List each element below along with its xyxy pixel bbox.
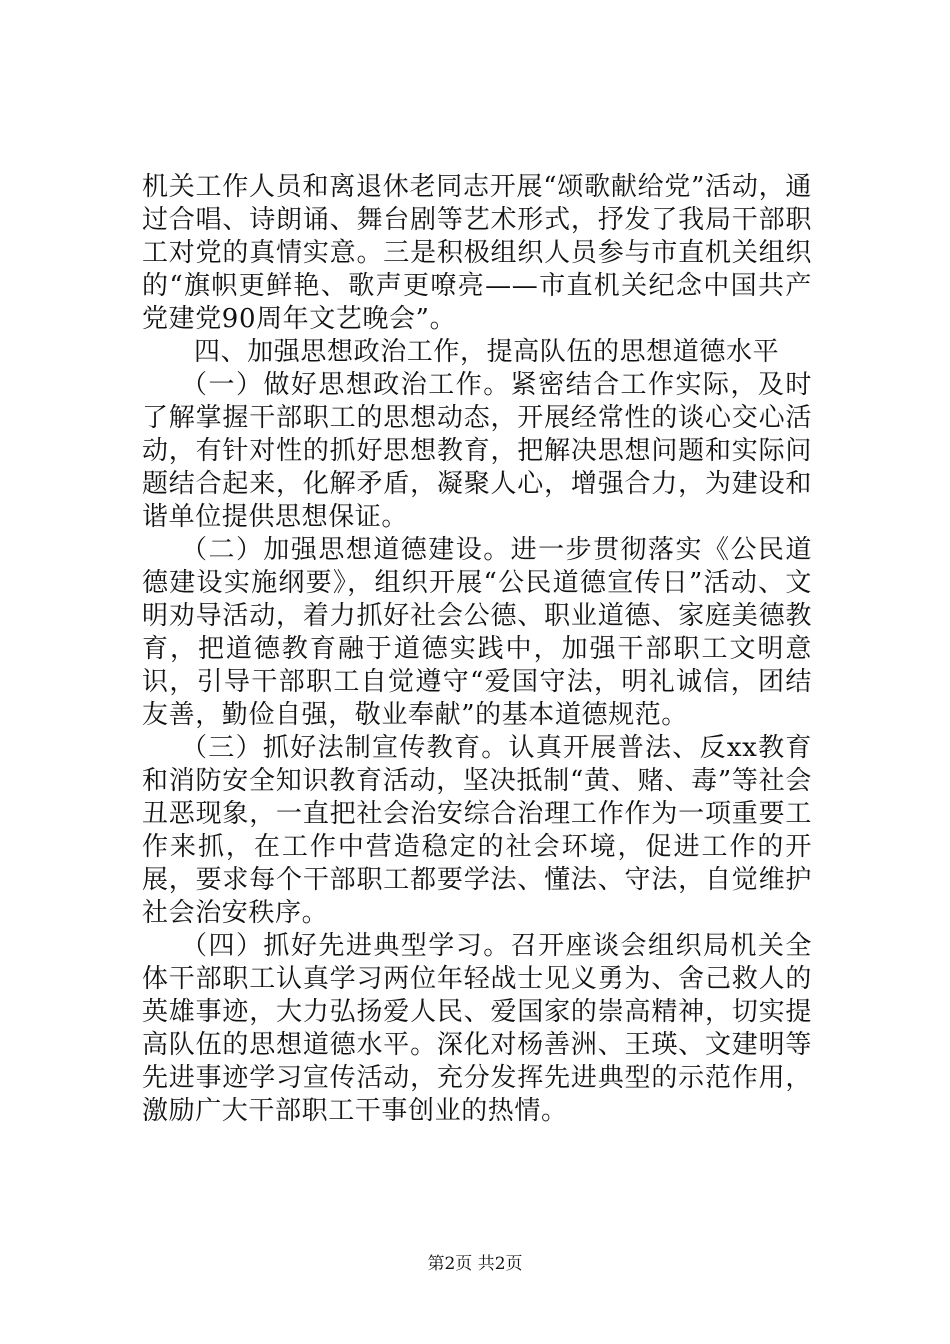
- paragraph-item-1: （一）做好思想政治工作。紧密结合工作实际，及时了解掌握干部职工的思想动态，开展经常性的谈心交心活动，有针对性的抓好思想教育，把解决思想问题和实际问题结合起来，化解矛盾，凝聚人心，增强合力，为建设和谐单位提供思想保证。: [142, 370, 812, 532]
- paragraph-item-4: （四）抓好先进典型学习。召开座谈会组织局机关全体干部职工认真学习两位年轻战士见义勇为、舍己救人的英雄事迹，大力弘扬爱人民、爱国家的崇高精神，切实提高队伍的思想道德水平。深化对杨善洲、王瑛、文建明等先进事迹学习宣传活动，充分发挥先进典型的示范作用，激励广大干部职工干事创业的热情。: [142, 931, 812, 1126]
- paragraph-continuation: 机关工作人员和离退休老同志开展“颂歌献给党”活动，通过合唱、诗朗诵、舞台剧等艺术形式，抒发了我局干部职工对党的真情实意。三是积极组织人员参与市直机关组织的“旗帜更鲜艳、歌声更嘹亮——市直机关纪念中国共产党建党90周年文艺晚会”。: [142, 172, 812, 334]
- paragraph-item-2: （二）加强思想道德建设。进一步贯彻落实《公民道德建设实施纲要》，组织开展“公民道德宣传日”活动、文明劝导活动，着力抓好社会公德、职业道德、家庭美德教育，把道德教育融于道德实践中，加强干部职工文明意识，引导干部职工自觉遵守“爱国守法，明礼诚信，团结友善，勤俭自强，敬业奉献”的基本道德规范。: [142, 535, 812, 730]
- page-number-footer: 第2页 共2页: [427, 1254, 523, 1274]
- document-body: [142, 171, 812, 1128]
- paragraph-item-3: （三）抓好法制宣传教育。认真开展普法、反xx教育和消防安全知识教育活动，坚决抵制“黄、赌、毒”等社会丑恶现象，一直把社会治安综合治理工作作为一项重要工作来抓，在工作中营造稳定的社会环境，促进工作的开展，要求每个干部职工都要学法、懂法、守法，自觉维护社会治安秩序。: [142, 733, 812, 928]
- section-heading-4: 四、加强思想政治工作，提高队伍的思想道德水平: [194, 337, 780, 367]
